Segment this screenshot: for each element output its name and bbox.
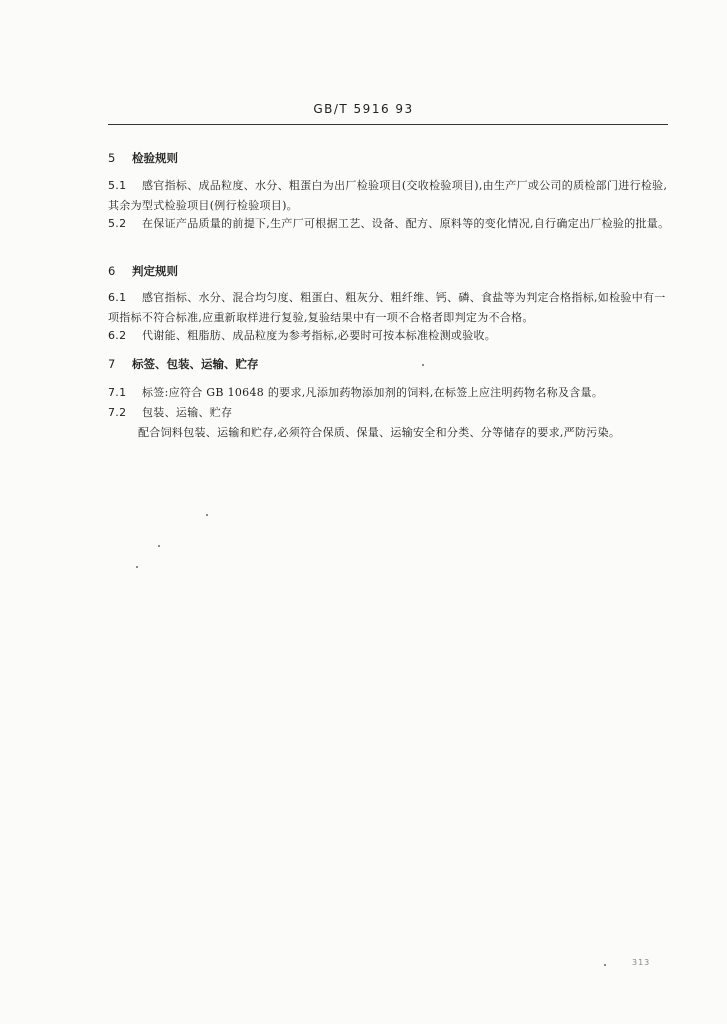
clause-number: 7.1 [108, 386, 127, 399]
clause-text: 感官指标、成品粒度、水分、粗蛋白为出厂检验项目(交收检验项目),由生产厂或公司的质检部门进行检验,其余为型式检验项目(例行检验项目)。 [108, 179, 668, 212]
clause-5-2 [108, 214, 670, 234]
section-5-heading [108, 150, 178, 166]
clause-number: 5.2 [108, 217, 127, 230]
scan-speck [158, 545, 160, 547]
page-number: 313 [632, 958, 651, 967]
clause-number: 5.1 [108, 179, 127, 192]
section-6-heading [108, 263, 178, 279]
scan-speck [422, 364, 424, 366]
section-title: 标签、包装、运输、贮存 [132, 357, 259, 371]
section-title: 判定规则 [132, 264, 178, 278]
clause-number: 6.1 [108, 291, 127, 304]
clause-number: 7.2 [108, 406, 127, 419]
clause-7-1 [108, 383, 670, 403]
clause-7-2 [108, 403, 670, 423]
clause-6-1 [108, 288, 670, 328]
clause-text: 包装、运输、贮存 [142, 406, 233, 419]
section-number: 7 [108, 357, 116, 371]
clause-6-2 [108, 326, 670, 346]
clause-text: 感官指标、水分、混合均匀度、粗蛋白、粗灰分、粗纤维、钙、磷、食盐等为判定合格指标,如检验中有一项指标不符合标准,应重新取样进行复验,复验结果中有一项不合格者即判定为不合格。 [108, 291, 666, 324]
clause-text: 代谢能、粗脂肪、成品粒度为参考指标,必要时可按本标准检测或验收。 [142, 329, 497, 342]
section-number: 6 [108, 264, 116, 278]
clause-text: 在保证产品质量的前提下,生产厂可根据工艺、设备、配方、原料等的变化情况,自行确定出厂检验的批量。 [142, 217, 670, 230]
clause-number: 6.2 [108, 329, 127, 342]
header-rule [108, 124, 668, 125]
section-number: 5 [108, 151, 116, 165]
clause-text: 标签:应符合 GB 10648 的要求,凡添加药物添加剂的饲料,在标签上应注明药物名称及含量。 [142, 386, 604, 399]
page-header: GB/T 5916 93 [313, 102, 414, 116]
scan-speck [206, 514, 208, 516]
section-7-heading [108, 356, 259, 372]
scan-speck [136, 566, 138, 568]
scan-speck [604, 964, 606, 966]
section-title: 检验规则 [132, 151, 178, 165]
clause-5-1 [108, 176, 670, 216]
clause-7-2-body: 配合饲料包装、运输和贮存,必须符合保质、保量、运输安全和分类、分等储存的要求,严防污染。 [138, 426, 621, 439]
